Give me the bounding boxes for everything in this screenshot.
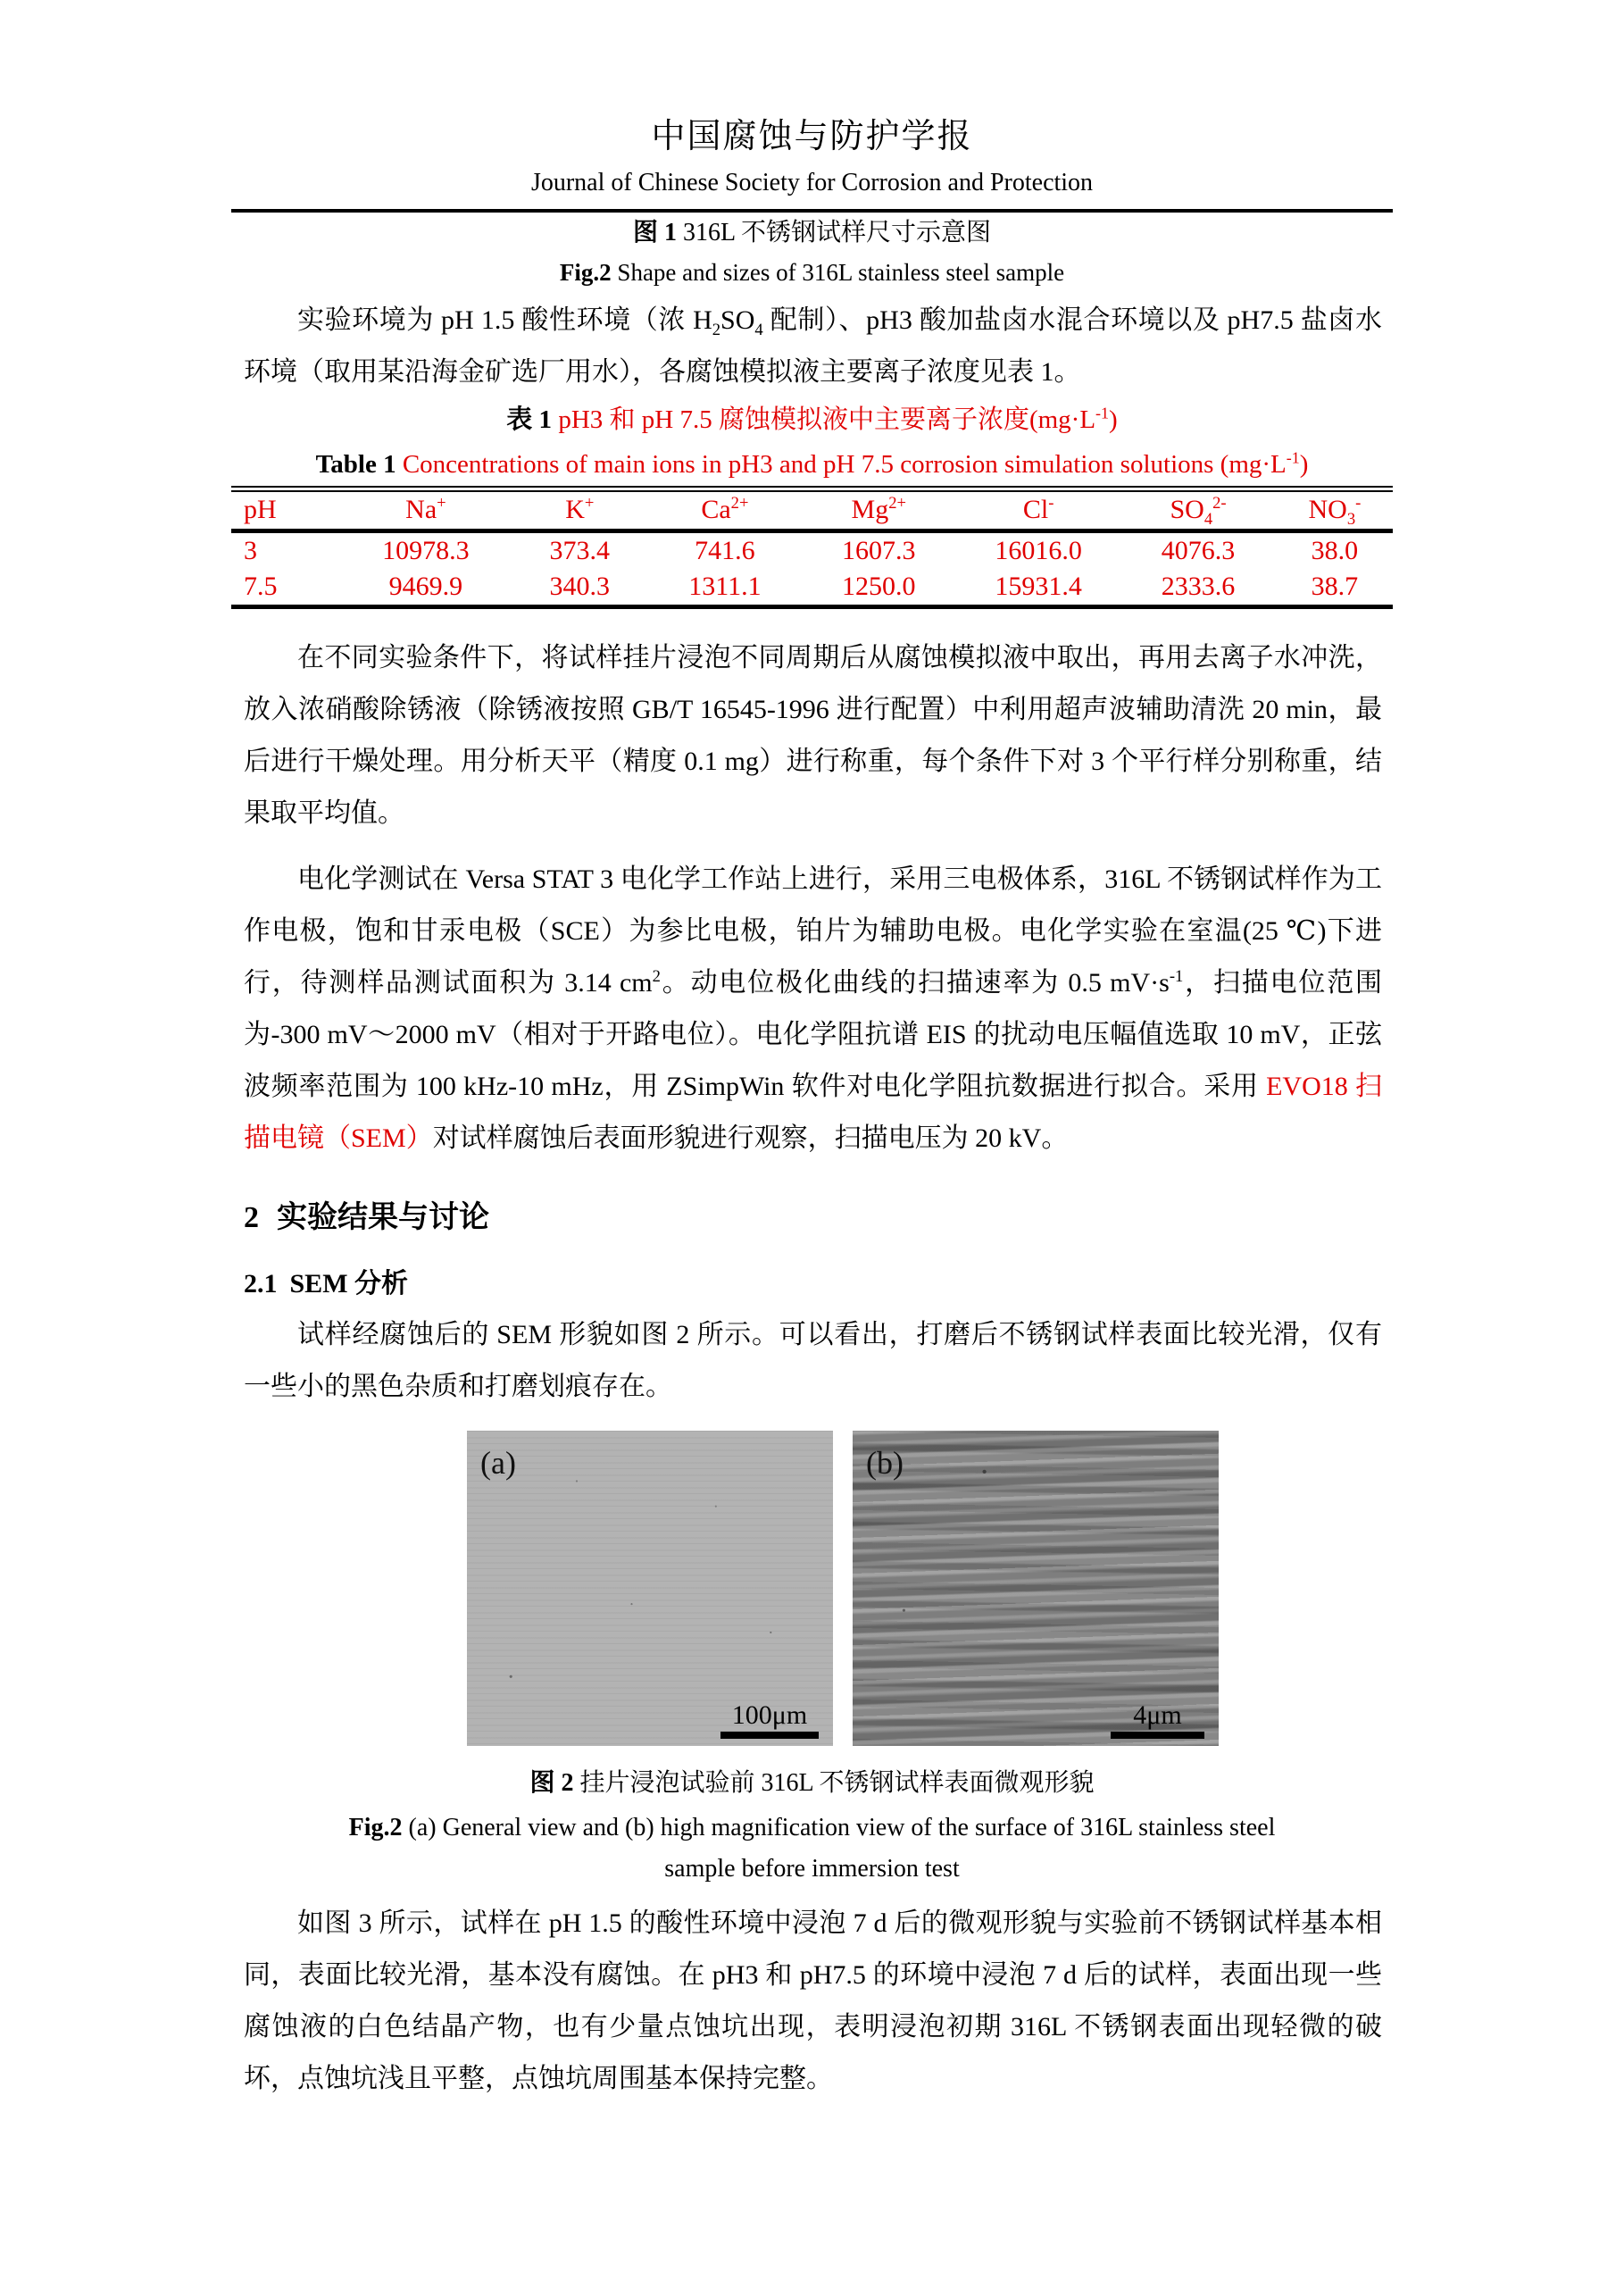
table-header-row bbox=[231, 489, 1393, 531]
sem-image-a-scalebar-line bbox=[720, 1732, 819, 1739]
col-header-ph: pH bbox=[231, 489, 342, 531]
figure1-caption-en bbox=[231, 257, 1393, 288]
sem-image-b-scalebar bbox=[1111, 1701, 1204, 1739]
table1-caption-en bbox=[231, 448, 1393, 480]
figure2-caption-cn-text: 挂片浸泡试验前 316L 不锈钢试样表面微观形貌 bbox=[573, 1769, 1095, 1797]
cell-ph3-na: 10978.3 bbox=[382, 536, 470, 565]
sem-image-b bbox=[853, 1431, 1219, 1746]
section-2-1-title: SEM 分析 bbox=[289, 1269, 409, 1298]
sem-image-b-scalebar-text: 4μm bbox=[1133, 1700, 1182, 1730]
figure1-caption-cn-label: 图 1 bbox=[632, 219, 677, 246]
figure1-caption-en-text: Shape and sizes of 316L stainless steel sample bbox=[611, 259, 1065, 286]
figure2-caption-cn bbox=[231, 1767, 1393, 1800]
paragraph-sem-intro: 试样经腐蚀后的 SEM 形貌如图 2 所示。可以看出，打磨后不锈钢试样表面比较光滑，仅有一些小的黑色杂质和打磨划痕存在。 bbox=[244, 1320, 1382, 1401]
journal-title-cn: 中国腐蚀与防护学报 bbox=[651, 118, 973, 155]
cell-ph75-no3: 38.7 bbox=[1311, 572, 1359, 601]
col-header-cl: Cl- bbox=[957, 489, 1120, 531]
cell-ph3-ph: 3 bbox=[244, 536, 257, 565]
cell-ph75-na: 9469.9 bbox=[388, 572, 463, 601]
col-header-k: K+ bbox=[510, 489, 649, 531]
sem-image-a bbox=[467, 1431, 833, 1746]
cell-ph3-mg: 1607.3 bbox=[842, 536, 916, 565]
table1-caption-en-text: Concentrations of main ions in pH3 and pH 7.5 corrosion simulation solutions $(mg\cdot L^{-1})$ bbox=[402, 448, 1309, 479]
ion-concentration-table bbox=[231, 486, 1393, 609]
col-header-mg: $Mg^{2+}$ bbox=[800, 489, 957, 531]
cell-ph3-so4: 4076.3 bbox=[1161, 536, 1236, 565]
col-header-ca: $Ca^{2+}$ bbox=[649, 489, 800, 531]
sem-image-b-scalebar-line bbox=[1111, 1732, 1204, 1739]
cell-ph3-no3: 38.0 bbox=[1311, 536, 1359, 565]
sem-image-b-label: (b) bbox=[866, 1445, 904, 1481]
figure2-caption-cn-label: 图 2 bbox=[529, 1769, 574, 1797]
cell-ph75-ph: 7.5 bbox=[244, 572, 278, 601]
table1-caption-cn-label: 表 1 bbox=[506, 405, 559, 434]
sem-image-a-scalebar-text: 100μm bbox=[731, 1700, 808, 1730]
figure1-caption-cn bbox=[231, 218, 1393, 248]
paragraph-immersion-results: 如图 3 所示，试样在 pH 1.5 的酸性环境中浸泡 7 d 后的微观形貌与实验前不锈钢试样基本相同，表面比较光滑，基本没有腐蚀。在 pH3 和 pH7.5 的环境中浸泡 7 d 后的试样，表面出现一些腐蚀液的白色结晶产物，也有少量点蚀坑出现，表明浸泡初期 316L 不锈钢表面出现轻微的破坏，点蚀坑浅且平整，点蚀坑周围基本保持完整。 bbox=[244, 1908, 1382, 2093]
section-2-1-heading bbox=[231, 1268, 1393, 1300]
col-header-no3: $NO_3^-$ bbox=[1277, 489, 1393, 531]
sem-image-a-label: (a) bbox=[480, 1445, 516, 1481]
table1-caption-en-label: Table 1 bbox=[315, 450, 403, 479]
cell-ph75-ca: 1311.1 bbox=[688, 572, 762, 601]
col-header-na: Na+ bbox=[342, 489, 511, 531]
cell-ph75-k: 340.3 bbox=[549, 572, 611, 601]
col-header-so4: $SO_4^{2-}$ bbox=[1120, 489, 1277, 531]
figure2-caption-en-label: Fig.2 bbox=[348, 1814, 403, 1841]
figure2-images bbox=[467, 1431, 1393, 1746]
header-rule bbox=[231, 209, 1393, 213]
paragraph-immersion-procedure: 在不同实验条件下，将试样挂片浸泡不同周期后从腐蚀模拟液中取出，再用去离子水冲洗，放入浓硝酸除锈液（除锈液按照 GB/T 16545-1996 进行配置）中利用超声波辅助清洗 20 min，最后进行干燥处理。用分析天平（精度 0.1 mg）进行称重，每个条件下对 3 个平行样分别称重，结果取平均值。 bbox=[244, 643, 1382, 828]
section-2-1-number: 2.1 bbox=[244, 1269, 278, 1298]
figure1-caption-en-label: Fig.2 bbox=[559, 259, 612, 286]
cell-ph75-cl: 15931.4 bbox=[995, 572, 1082, 601]
cell-ph3-cl: 16016.0 bbox=[995, 536, 1082, 565]
cell-ph75-so4: 2333.6 bbox=[1161, 572, 1236, 601]
cell-ph3-ca: 741.6 bbox=[695, 536, 755, 565]
sem-image-a-scalebar bbox=[720, 1701, 819, 1739]
cell-ph3-k: 373.4 bbox=[549, 536, 611, 565]
figure1-caption-cn-text: 316L 不锈钢试样尺寸示意图 bbox=[676, 219, 992, 246]
figure2-caption-en-line2: sample before immersion test bbox=[664, 1855, 960, 1883]
paragraph-electrochemical-tests: 电化学测试在 Versa STAT 3 电化学工作站上进行，采用三电极体系，316L 不锈钢试样作为工作电极，饱和甘汞电极（SCE）为参比电极，铂片为辅助电极。电化学实验在室温(25 ℃)下进行，待测样品测试面积为 3.14 $cm^2$。动电位极化曲线的扫描速率为 0.5 $mV\cdot s^{-1}$，扫描电位范围为-300 mV～2000 mV（相对于开路电位）。电化学阻抗谱 EIS 的扰动电压幅值选取 10 mV，正弦波频率范围为 100 kHz-10 mHz，用 ZSimpWin 软件对电化学阻抗数据进行拟合。采用 EVO18 扫描电镜（SEM）对试样腐蚀后表面形貌进行观察，扫描电压为 20 kV。 bbox=[244, 864, 1383, 1153]
table-row-ph75 bbox=[231, 569, 1393, 607]
figure2-caption-en-line1 bbox=[231, 1812, 1393, 1844]
section-2-number: 2 bbox=[244, 1201, 259, 1234]
paragraph-experiment-environment: 实验环境为 pH 1.5 酸性环境（浓 $H_2SO_4$ 配制）、pH3 酸加盐卤水混合环境以及 pH7.5 盐卤水环境（取用某沿海金矿选厂用水），各腐蚀模拟液主要离子浓度见表 1。 bbox=[244, 305, 1382, 387]
cell-ph75-mg: 1250.0 bbox=[842, 572, 916, 601]
table-row-ph3 bbox=[231, 531, 1393, 570]
journal-title-en: Journal of Chinese Society for Corrosion and Protection bbox=[530, 169, 1094, 196]
section-2-title: 实验结果与讨论 bbox=[277, 1201, 489, 1234]
table1-caption-cn bbox=[231, 404, 1393, 436]
section-2-heading bbox=[231, 1200, 1393, 1236]
page-content bbox=[231, 0, 1393, 2105]
figure2-caption-en-text1: (a) General view and (b) high magnification view of the surface of 316L stainless steel bbox=[402, 1814, 1276, 1841]
table1-caption-cn-text: pH3 和 pH 7.5 腐蚀模拟液中主要离子浓度$(mg\cdot L^{-1})$ bbox=[558, 404, 1118, 434]
